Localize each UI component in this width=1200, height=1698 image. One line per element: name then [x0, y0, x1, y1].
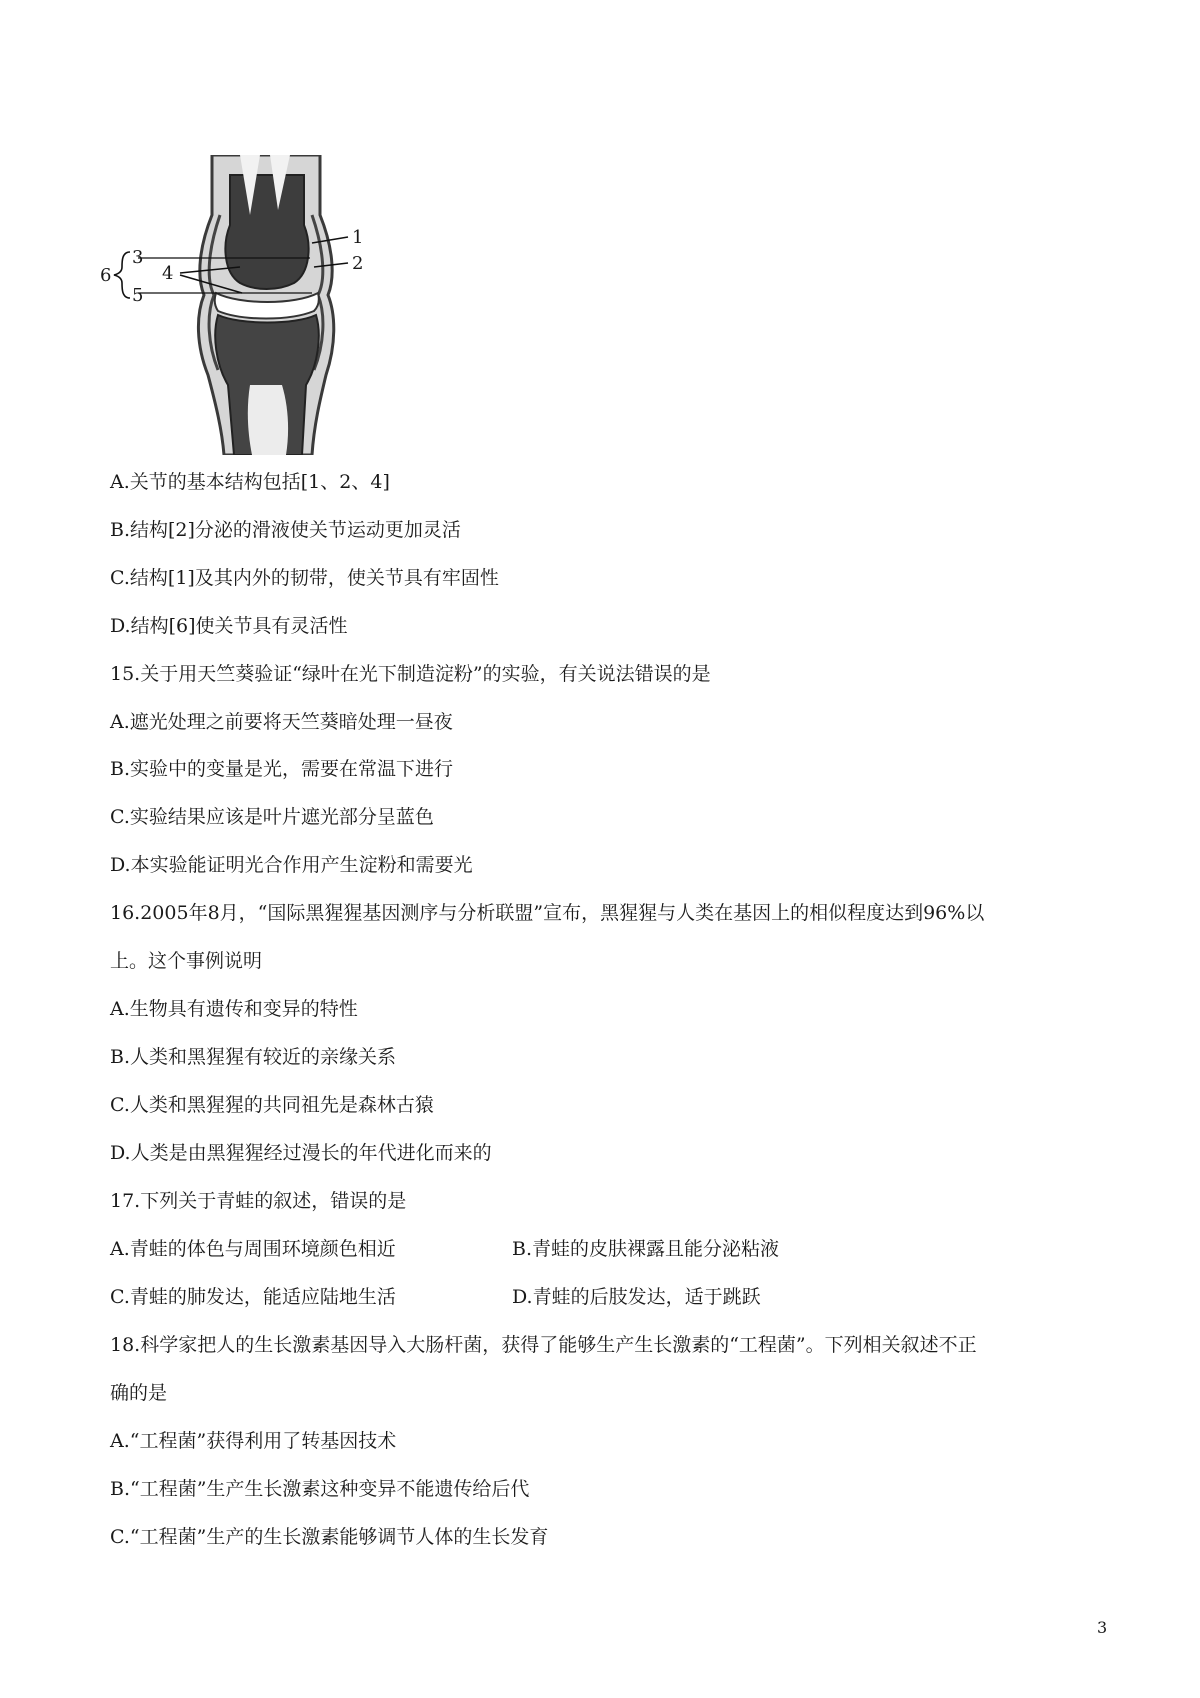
q14-option-c: C.结构[1]及其内外的韧带，使关节具有牢固性 — [110, 567, 499, 589]
q18-option-b: B.“工程菌”生产生长激素这种变异不能遗传给后代 — [110, 1478, 530, 1500]
q16-stem-line2: 上。这个事例说明 — [110, 950, 263, 972]
q15-option-b: B.实验中的变量是光，需要在常温下进行 — [110, 758, 454, 780]
figure-label-4: 4 — [162, 263, 174, 284]
q15-option-c: C.实验结果应该是叶片遮光部分呈蓝色 — [110, 806, 434, 828]
q18-stem-line1: 18.科学家把人的生长激素基因导入大肠杆菌，获得了能够生产生长激素的“工程菌”。下列相关叙述不正 — [110, 1334, 977, 1356]
q18-stem-line2: 确的是 — [110, 1382, 168, 1404]
q17-option-c: C.青蛙的肺发达，能适应陆地生活 — [110, 1286, 396, 1308]
q17-option-b: B.青蛙的皮肤裸露且能分泌粘液 — [512, 1238, 780, 1260]
q14-option-d: D.结构[6]使关节具有灵活性 — [110, 615, 348, 637]
figure-label-6: 6 — [100, 265, 112, 286]
figure-label-3: 3 — [132, 247, 144, 268]
q17-option-a: A.青蛙的体色与周围环境颜色相近 — [110, 1238, 396, 1260]
q15-stem: 15.关于用天竺葵验证“绿叶在光下制造淀粉”的实验，有关说法错误的是 — [110, 663, 711, 685]
figure-label-5: 5 — [132, 285, 144, 306]
q16-option-d: D.人类是由黑猩猩经过漫长的年代进化而来的 — [110, 1142, 492, 1164]
q17-stem: 17.下列关于青蛙的叙述，错误的是 — [110, 1190, 407, 1212]
q17-option-d: D.青蛙的后肢发达，适于跳跃 — [512, 1286, 761, 1308]
q18-option-c: C.“工程菌”生产的生长激素能够调节人体的生长发育 — [110, 1526, 549, 1548]
joint-diagram — [100, 155, 400, 455]
q18-option-a: A.“工程菌”获得利用了转基因技术 — [110, 1430, 397, 1452]
figure-label-2: 2 — [352, 253, 364, 274]
q15-option-a: A.遮光处理之前要将天竺葵暗处理一昼夜 — [110, 711, 453, 733]
page-number: 3 — [1097, 1618, 1108, 1637]
figure-label-1: 1 — [352, 227, 364, 248]
q16-option-b: B.人类和黑猩猩有较近的亲缘关系 — [110, 1046, 397, 1068]
q16-stem-line1: 16.2005年8月，“国际黑猩猩基因测序与分析联盟”宣布，黑猩猩与人类在基因上的相似程度达到96%以 — [110, 902, 985, 924]
q16-option-a: A.生物具有遗传和变异的特性 — [110, 998, 358, 1020]
q15-option-d: D.本实验能证明光合作用产生淀粉和需要光 — [110, 854, 473, 876]
q14-option-a: A.关节的基本结构包括[1、2、4] — [110, 471, 390, 493]
q14-option-b: B.结构[2]分泌的滑液使关节运动更加灵活 — [110, 519, 461, 541]
q16-option-c: C.人类和黑猩猩的共同祖先是森林古猿 — [110, 1094, 434, 1116]
